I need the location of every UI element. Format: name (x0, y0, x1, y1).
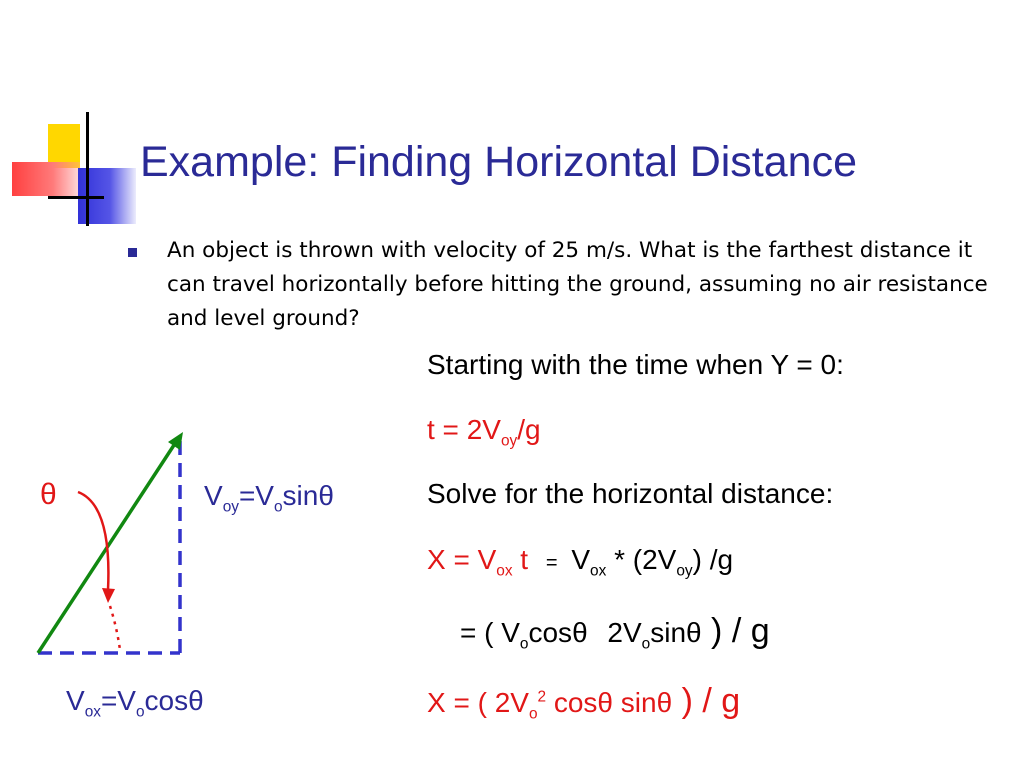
s5-sub2: o (641, 635, 651, 653)
s5-c: 2V (607, 617, 642, 648)
step-time-equation (427, 414, 541, 450)
s5-e: ) / g (701, 612, 770, 650)
s6-sup: 2 (537, 688, 547, 706)
s4-a: X = V (427, 544, 497, 575)
step-solve-horizontal: Solve for the horizontal distance: (427, 478, 834, 509)
theta-label: θ (40, 478, 57, 511)
voy-sub2: o (273, 498, 283, 516)
vox-label (66, 685, 204, 721)
s4-sub: ox (496, 562, 513, 580)
s6-a: X = ( 2V (427, 687, 529, 718)
s4-d: * (2V (606, 544, 677, 575)
s5-theta2: θ (686, 617, 702, 648)
theta-arc-arrow (78, 492, 108, 590)
theta-dotted-arc (110, 606, 120, 650)
s5-d: sin (650, 617, 687, 648)
s4-e: ) /g (692, 544, 734, 575)
voy-fn: sin (282, 480, 319, 511)
s4-sub3: oy (676, 562, 693, 580)
s4-eq: = (545, 552, 558, 574)
step-x-equation (427, 544, 734, 580)
s5-sub: o (519, 635, 529, 653)
step-final-result (427, 682, 740, 721)
s2-a: t = 2V (427, 414, 501, 445)
voy-v: V (204, 480, 223, 511)
s4-c: V (571, 544, 591, 575)
s5-theta: θ (572, 617, 588, 648)
s6-sub: o (528, 705, 538, 723)
voy-label (204, 480, 334, 516)
vox-eq: =V (100, 685, 136, 716)
vox-v: V (66, 685, 85, 716)
question-text: An object is thrown with velocity of 25 m/s. What is the farthest distance it can travel horizontally before hitting the ground, assuming no air resistance and level ground? (167, 238, 988, 331)
s6-e: ) / g (672, 682, 741, 720)
s6-c: sin (613, 687, 657, 718)
voy-theta: θ (318, 480, 334, 511)
voy-eq: =V (238, 480, 274, 511)
s2-sub: oy (500, 432, 518, 450)
s2-b: /g (517, 414, 541, 445)
s5-a: = ( V (460, 617, 520, 648)
s6-theta: θ (597, 687, 613, 718)
voy-sub: oy (222, 498, 239, 516)
s6-theta2: θ (656, 687, 673, 718)
s4-sub2: ox (590, 562, 607, 580)
s4-b: t (512, 544, 529, 575)
vox-fn: cos (144, 685, 189, 716)
step-substitution (460, 612, 770, 651)
vox-theta: θ (188, 685, 204, 716)
step-start-time: Starting with the time when Y = 0: (427, 349, 844, 380)
s6-b: cos (546, 687, 598, 718)
slide-title: Example: Finding Horizontal Distance (140, 138, 857, 186)
theta-arc-arrowhead (102, 588, 115, 603)
vox-sub2: o (135, 703, 145, 721)
vox-sub: ox (84, 703, 101, 721)
s5-b: cos (528, 617, 573, 648)
